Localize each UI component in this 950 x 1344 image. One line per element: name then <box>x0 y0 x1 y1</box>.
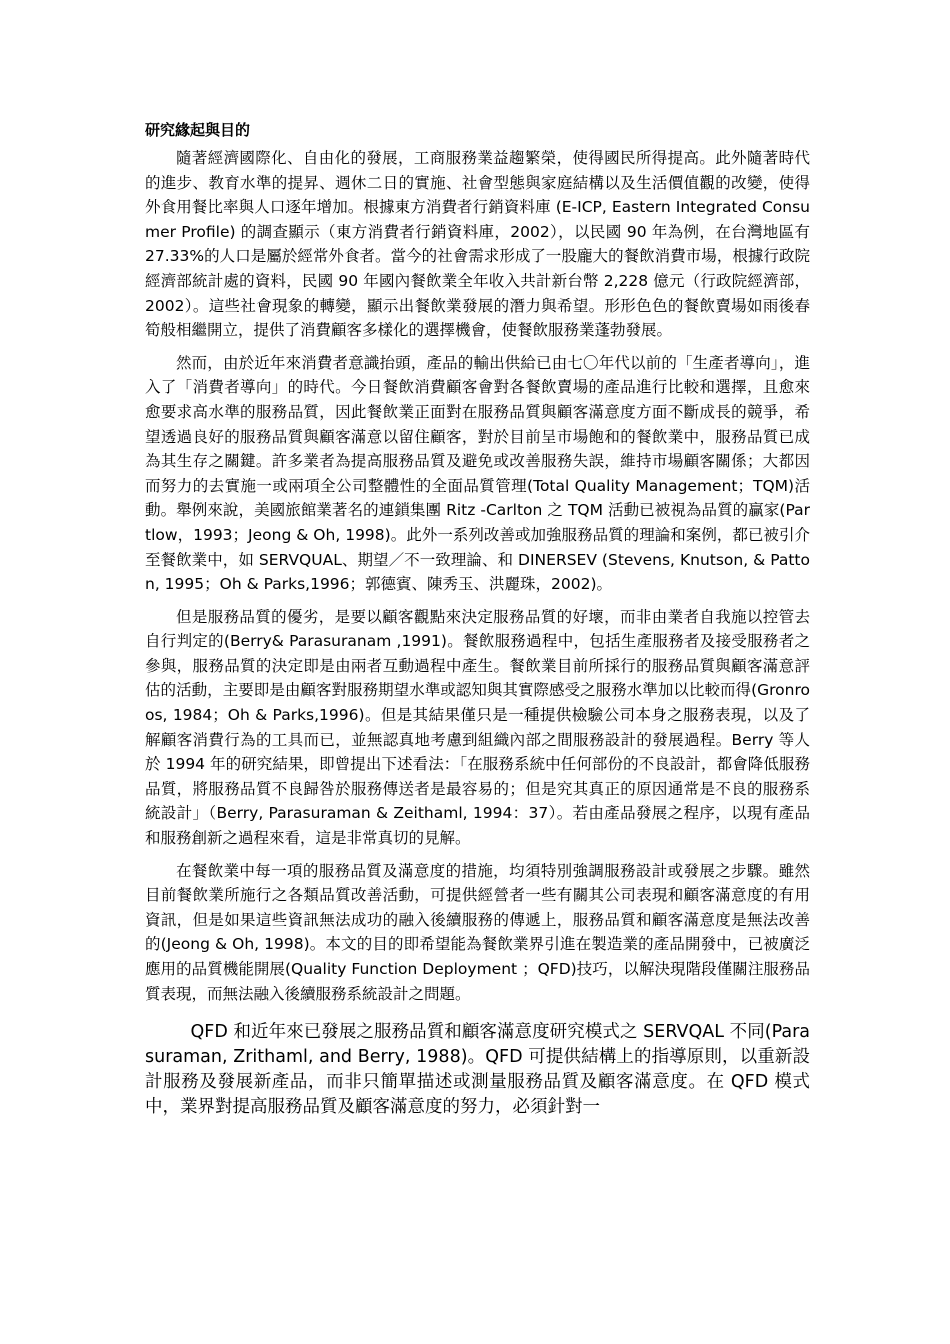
section-heading: 研究緣起與目的 <box>145 121 251 139</box>
paragraph-qfd: QFD 和近年來已發展之服務品質和顧客滿意度研究模式之 SERVQAL 不同(Parasuraman, Zrithaml, and Berry, 1988)。QFD 可提供結構上的指導原則，以重新設計服務及發展新產品，而非只簡單描述或測量服務品質及顧客滿意度。在 QFD 模式中，業界對提高服務品質及顧客滿意度的努力，必須針對一 <box>145 1022 810 1118</box>
paragraph-consumer-orientation: 然而，由於近年來消費者意識抬頭，產品的輸出供給已由七〇年代以前的「生產者導向」，進入了「消費者導向」的時代。今日餐飲消費顧客會對各餐飲賣場的產品進行比較和選擇，且愈來愈要求高水準的服務品質，因此餐飲業正面對在服務品質與顧客滿意度方面不斷成長的競爭，希望透過良好的服務品質與顧客滿意以留住顧客，對於目前呈市場飽和的餐飲業中，服務品質已成為其生存之關鍵。許多業者為提高服務品質及避免或改善服務失誤，維持市場顧客關係；大都因而努力的去實施一或兩項全公司整體性的全面品質管理(Total Quality Management；TQM)活動。舉例來說，美國旅館業著名的連鎖集團 Ritz -Carlton 之 TQM 活動已被視為品質的贏家(Partlow，1993；Jeong & Oh, 1998)。此外一系列改善或加強服務品質的理論和案例，都已被引介至餐飲業中，如 SERVQUAL、期望／不一致理論、和 DINERSEV (Stevens, Knutson, & Patton, 1995；Oh & Parks,1996；郭德賓、陳秀玉、洪麗珠，2002)。 <box>145 353 810 594</box>
paragraph-service-quality: 但是服務品質的優劣，是要以顧客觀點來決定服務品質的好壞，而非由業者自我施以控管去自行判定的(Berry& Parasuranam ,1991)。餐飲服務過程中，包括生產服務者及接受服務者之參與，服務品質的決定即是由兩者互動過程中產生。餐飲業目前所採行的服務品質與顧客滿意評估的活動，主要即是由顧客對服務期望水準或認知與其實際感受之服務水準加以比較而得(Gronroos, 1984；Oh & Parks,1996)。但是其結果僅只是一種提供檢驗公司本身之服務表現，以及了解顧客消費行為的工具而已，並無認真地考慮到組織內部之間服務設計的發展過程。Berry 等人於 1994 年的研究結果，即曾提出下述看法：「在服務系統中任何部份的不良設計，都會降低服務品質，將服務品質不良歸咎於服務傳送者是最容易的；但是究其真正的原因通常是不良的服務系統設計」（Berry, Parasuraman & Zeithaml, 1994：37）。若由產品發展之程序，以現有產品和服務創新之過程來看，這是非常真切的見解。 <box>145 607 810 848</box>
document-page <box>145 118 810 1128</box>
paragraph-background: 隨著經濟國際化、自由化的發展，工商服務業益趨繁榮，使得國民所得提高。此外隨著時代的進步、教育水準的提昇、週休二日的實施、社會型態與家庭結構以及生活價值觀的改變，使得外食用餐比率與人口逐年增加。根據東方消費者行銷資料庫 (E-ICP, Eastern Integrated Consumer Profile) 的調查顯示（東方消費者行銷資料庫，2002），以民國 90 年為例，在台灣地區有 27.33%的人口是屬於經常外食者。當今的社會需求形成了一股龐大的餐飲消費市場，根據行政院經濟部統計處的資料，民國 90 年國內餐飲業全年收入共計新台幣 2,228 億元（行政院經濟部，2002）。這些社會現象的轉變，顯示出餐飲業發展的潛力與希望。形形色色的餐飲賣場如雨後春筍般相繼開立，提供了消費顧客多樣化的選擇機會，使餐飲服務業蓬勃發展。 <box>145 149 810 340</box>
paragraph-purpose: 在餐飲業中每一項的服務品質及滿意度的措施，均須特別強調服務設計或發展之步驟。雖然目前餐飲業所施行之各類品質改善活動，可提供經營者一些有關其公司表現和顧客滿意度的有用資訊，但是如果這些資訊無法成功的融入後續服務的傳遞上，服務品質和顧客滿意度是無法改善的(Jeong & Oh, 1998)。本文的目的即希望能為餐飲業界引進在製造業的產品開發中，已被廣泛應用的品質機能開展(Quality Function Deployment ；QFD)技巧，以解決現階段僅關注服務品質表現，而無法融入後續服務系統設計之問題。 <box>145 861 810 1003</box>
